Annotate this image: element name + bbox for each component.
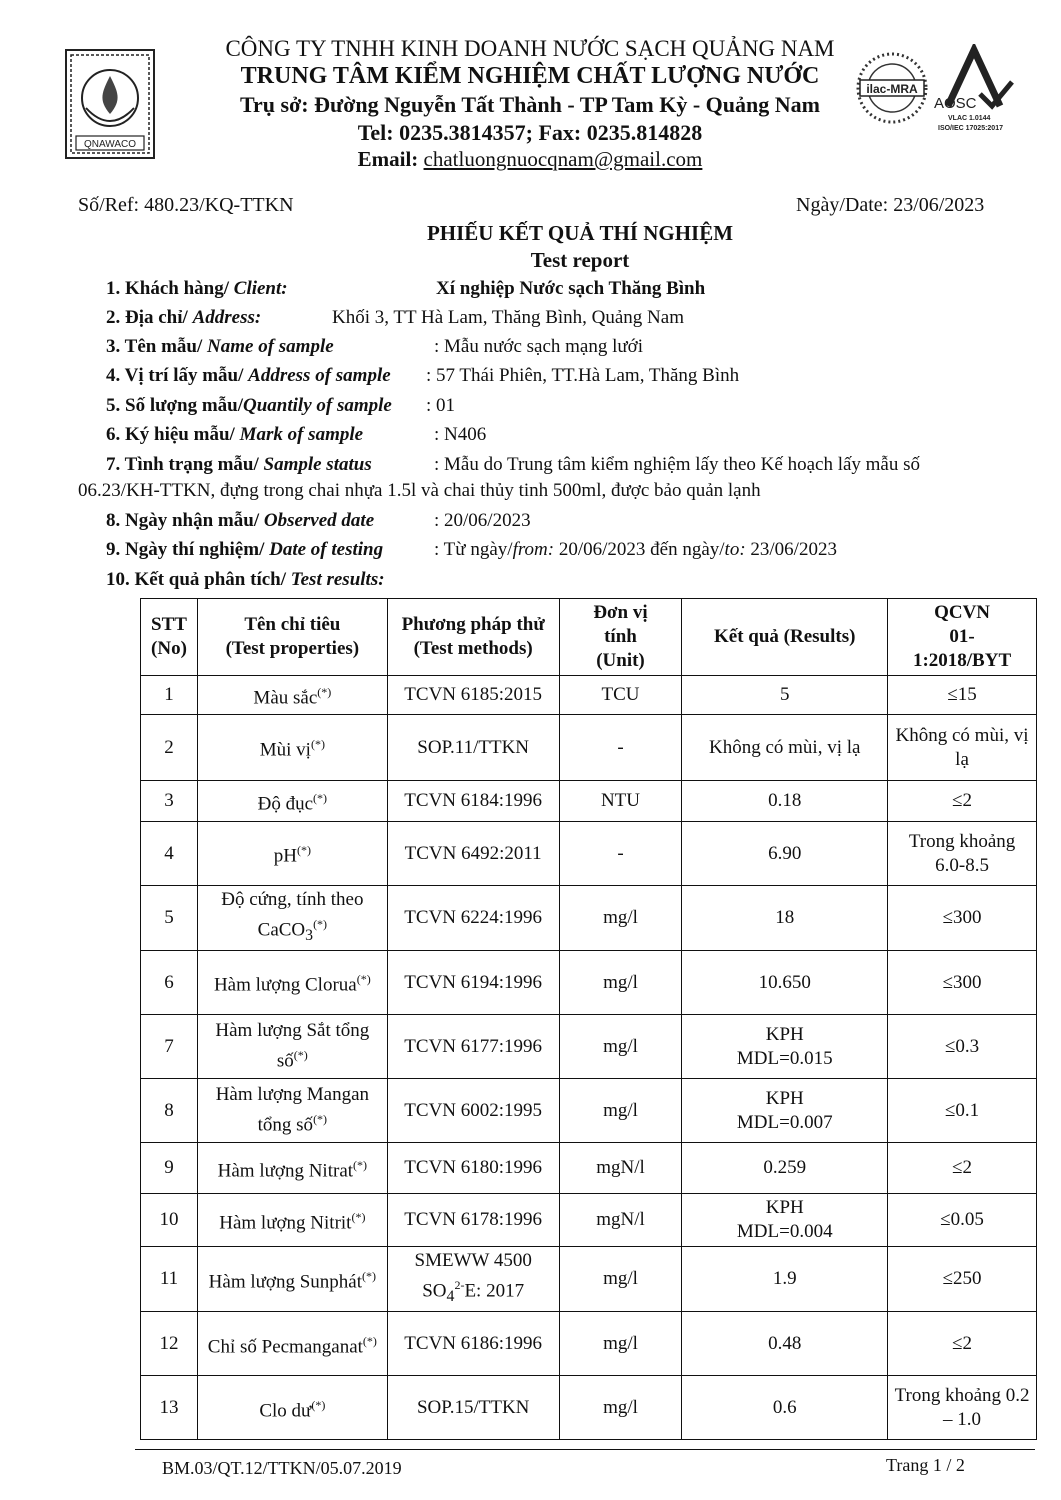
table-row: 10 Hàm lượng Nitrit(*) TCVN 6178:1996 mgN/l KPH MDL=0.004 ≤0.05 — [141, 1194, 1037, 1247]
table-row: 7 Hàm lượng Sắt tổng số(*) TCVN 6177:1996 mg/l KPH MDL=0.015 ≤0.3 — [141, 1015, 1037, 1079]
company-name: CÔNG TY TNHH KINH DOANH NƯỚC SẠCH QUẢNG NAM — [225, 36, 835, 61]
table-row: 3 Độ đục(*) TCVN 6184:1996 NTU 0.18 ≤2 — [141, 781, 1037, 822]
table-row: 8 Hàm lượng Mangan tổng số(*) TCVN 6002:1995 mg/l KPH MDL=0.007 ≤0.1 — [141, 1079, 1037, 1143]
table-row: 1 Màu sắc(*) TCVN 6185:2015 TCU 5 ≤15 — [141, 676, 1037, 715]
location-value: : 57 Thái Phiên, TT.Hà Lam, Thăng Bình — [426, 365, 740, 386]
col-header-result: Kết quả (Results) — [682, 599, 888, 676]
vlac-text: VLAC 1.0144 — [948, 115, 991, 122]
report-subtitle: Test report — [530, 248, 630, 272]
col-header-method: Phương pháp thử (Test methods) — [387, 599, 559, 676]
table-row: 4 pH(*) TCVN 6492:2011 - 6.90 Trong khoảng 6.0-8.5 — [141, 822, 1037, 886]
received-value: : 20/06/2023 — [434, 510, 531, 531]
testing-date-value: : Từ ngày/from: 20/06/2023 đến ngày/to: 23/06/2023 — [434, 539, 837, 560]
table-header-row — [141, 599, 1037, 676]
col-header-name: Tên chỉ tiêu (Test properties) — [197, 599, 387, 676]
email-link[interactable]: chatluongnuocqnam@gmail.com — [423, 147, 703, 171]
report-date: Ngày/Date: 23/06/2023 — [796, 194, 985, 216]
info-mark: 6. Ký hiệu mẫu/ Mark of sample : N406 — [106, 424, 487, 445]
phone-fax: Tel: 0235.3814357; Fax: 0235.814828 — [357, 120, 703, 145]
table-row: 13 Clo dư(*) SOP.15/TTKN mg/l 0.6 Trong khoảng 0.2 – 1.0 — [141, 1376, 1037, 1440]
table-row: 12 Chỉ số Pecmanganat(*) TCVN 6186:1996 mg/l 0.48 ≤2 — [141, 1312, 1037, 1376]
address-value: Khối 3, TT Hà Lam, Thăng Bình, Quảng Nam — [332, 307, 684, 328]
col-header-stt: STT (No) — [141, 599, 198, 676]
info-sample-name: 3. Tên mẫu/ Name of sample : Mẫu nước sạch mạng lưới — [106, 336, 644, 357]
info-address: 2. Địa chỉ/ Address: Khối 3, TT Hà Lam, Thăng Bình, Quảng Nam — [106, 307, 684, 328]
mark-value: : N406 — [434, 424, 487, 445]
iso-text: ISO/IEC 17025:2017 — [938, 125, 1003, 132]
status-value-line2: 06.23/KH-TTKN, đựng trong chai nhựa 1.5l và chai thủy tinh 500ml, được bảo quản lạnh — [78, 480, 761, 501]
company-logo — [64, 48, 156, 160]
ilac-mra-text: ilac-MRA — [866, 82, 918, 96]
info-quantity: 5. Số lượng mẫu/Quantily of sample : 01 — [106, 395, 456, 416]
office-address: Trụ sở: Đường Nguyễn Tất Thành - TP Tam Kỳ - Quảng Nam — [240, 92, 820, 117]
page-number: Trang 1 / 2 — [886, 1455, 965, 1475]
info-testing-date: 9. Ngày thí nghiệm/ Date of testing : Từ ngày/from: 20/06/2023 đến ngày/to: 23/06/2023 — [106, 539, 837, 560]
table-row: 9 Hàm lượng Nitrat(*) TCVN 6180:1996 mgN/l 0.259 ≤2 — [141, 1143, 1037, 1194]
aosc-text: AOSC — [934, 95, 977, 112]
info-status: 7. Tình trạng mẫu/ Sample status : Mẫu do Trung tâm kiểm nghiệm lấy theo Kế hoạch lấy mẫu số — [106, 454, 921, 475]
col-header-unit: Đơn vị tính (Unit) — [559, 599, 682, 676]
info-results-heading: 10. Kết quả phân tích/ Test results: — [106, 569, 385, 590]
center-name: TRUNG TÂM KIỂM NGHIỆM CHẤT LƯỢNG NƯỚC — [240, 63, 820, 89]
logo-left-text: QNAWACO — [83, 139, 137, 150]
table-row: 2 Mùi vị(*) SOP.11/TTKN - Không có mùi, vị lạ Không có mùi, vị lạ — [141, 715, 1037, 781]
table-row: 6 Hàm lượng Clorua(*) TCVN 6194:1996 mg/l 10.650 ≤300 — [141, 951, 1037, 1015]
email-line — [160, 147, 900, 172]
info-received: 8. Ngày nhận mẫu/ Observed date : 20/06/2023 — [106, 510, 531, 531]
report-title: PHIẾU KẾT QUẢ THÍ NGHIỆM — [426, 221, 734, 245]
info-location: 4. Vị trí lấy mẫu/ Address of sample : 57 Thái Phiên, TT.Hà Lam, Thăng Bình — [106, 365, 740, 386]
status-value: : Mẫu do Trung tâm kiểm nghiệm lấy theo Kế hoạch lấy mẫu số — [434, 454, 921, 475]
info-client: 1. Khách hàng/ Client: Xí nghiệp Nước sạch Thăng Bình — [106, 278, 706, 299]
col-header-standard: QCVN 01- 1:2018/BYT — [888, 599, 1037, 676]
table-row: 11 Hàm lượng Sunphát(*) SMEWW 4500 $SO_4^{2-}E$: 2017 mg/l 1.9 ≤250 — [141, 1247, 1037, 1312]
footer-divider — [135, 1449, 1035, 1450]
sample-name-value: : Mẫu nước sạch mạng lưới — [434, 336, 644, 357]
client-value: Xí nghiệp Nước sạch Thăng Bình — [436, 278, 706, 299]
results-table — [140, 598, 1037, 1440]
ref-number: Số/Ref: 480.23/KQ-TTKN — [78, 194, 294, 216]
table-row: 5 Độ cứng, tính theo CaCO$_3$(*) TCVN 6224:1996 mg/l 18 ≤300 — [141, 886, 1037, 951]
form-code: BM.03/QT.12/TTKN/05.07.2019 — [162, 1458, 402, 1478]
quantity-value: : 01 — [426, 395, 456, 416]
email-label: Email: — [357, 147, 419, 171]
